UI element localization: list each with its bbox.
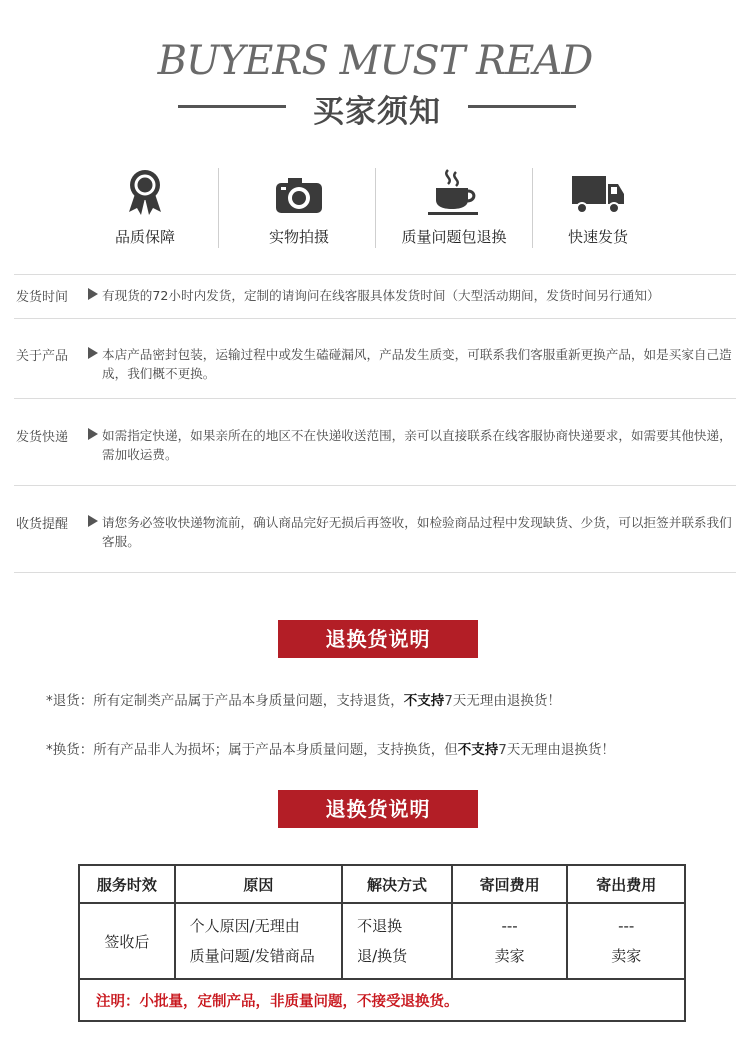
reason-line: 质量问题/发错商品 xyxy=(189,947,315,965)
table-header: 服务时效 xyxy=(79,865,175,903)
delivery-truck-icon xyxy=(570,168,626,216)
divider xyxy=(14,274,736,275)
fee-line: 卖家 xyxy=(494,947,525,965)
return-banner: 退换货说明 xyxy=(278,620,478,658)
feature-label: 快速发货 xyxy=(567,228,628,246)
return-banner: 退换货说明 xyxy=(278,790,478,828)
fee-line: 卖家 xyxy=(611,947,642,965)
table-header: 原因 xyxy=(175,865,342,903)
exchange-bold: 不支持 xyxy=(457,742,499,758)
notice-label: 发货快递 xyxy=(16,430,69,445)
notice-text: 如需指定快递，如果亲所在的地区不在快递收送范围，亲可以直接联系在线客服协商快递要求，如需要其他快递，需加收运费。 xyxy=(102,428,732,462)
camera-icon xyxy=(274,168,324,216)
feature-exchange xyxy=(379,168,529,247)
table-header: 解决方式 xyxy=(342,865,452,903)
feature-quality xyxy=(70,168,220,247)
arrow-right-icon xyxy=(88,428,98,440)
fee-line: --- xyxy=(618,917,635,935)
feature-divider xyxy=(218,168,219,248)
reason-line: 个人原因/无理由 xyxy=(189,917,300,935)
refund-prefix: *退货：所有定制类产品属于产品本身质量问题，支持退货， xyxy=(46,693,404,709)
table-note: 注明：小批量，定制产品，非质量问题，不接受退换货。 xyxy=(79,979,685,1021)
award-ribbon-icon xyxy=(125,168,165,216)
notice-text: 请您务必签收快递物流前，确认商品完好无损后再签收，如检验商品过程中发现缺货、少货，可以拒签并联系我们客服。 xyxy=(102,515,732,549)
feature-divider xyxy=(375,168,376,248)
exchange-suffix: 7天无理由退换货！ xyxy=(498,742,615,758)
refund-suffix: 7天无理由退换货！ xyxy=(444,693,561,709)
chinese-title-row xyxy=(0,86,750,130)
english-title: BUYERS MUST READ xyxy=(157,38,593,84)
feature-shipping xyxy=(523,168,673,247)
feature-label: 质量问题包退换 xyxy=(401,228,507,246)
table-note-row xyxy=(79,979,685,1021)
chinese-title: 买家须知 xyxy=(313,94,441,130)
title-rule-left xyxy=(178,105,286,108)
feature-strip xyxy=(0,168,750,258)
notice-label: 关于产品 xyxy=(16,349,69,364)
fee-line: --- xyxy=(501,917,518,935)
notice-label: 收货提醒 xyxy=(16,517,69,532)
notice-text: 有现货的72小时内发货，定制的请询问在线客服具体发货时间（大型活动期间，发货时间另行通知） xyxy=(102,288,660,303)
table-header-row xyxy=(79,865,685,903)
feature-label: 品质保障 xyxy=(114,228,175,246)
solution-line: 不退换 xyxy=(357,917,403,935)
solution-line: 退/换货 xyxy=(357,947,408,965)
table-cell-solutions xyxy=(342,903,452,979)
service-table xyxy=(78,864,686,1022)
divider xyxy=(14,485,736,486)
arrow-right-icon xyxy=(88,515,98,527)
arrow-right-icon xyxy=(88,347,98,359)
coffee-cup-icon xyxy=(426,168,482,216)
arrow-right-icon xyxy=(88,288,98,300)
table-cell-reasons xyxy=(175,903,342,979)
exchange-policy xyxy=(46,738,736,758)
table-cell-return-fee xyxy=(452,903,568,979)
table-header: 寄出费用 xyxy=(567,865,685,903)
refund-bold: 不支持 xyxy=(403,693,445,709)
refund-policy xyxy=(46,689,736,709)
table-row xyxy=(79,903,685,979)
table-cell-period: 签收后 xyxy=(79,903,175,979)
notice-label: 发货时间 xyxy=(16,290,69,305)
divider xyxy=(14,572,736,573)
exchange-prefix: *换货：所有产品非人为损坏；属于产品本身质量问题，支持换货，但 xyxy=(46,742,458,758)
divider xyxy=(14,398,736,399)
table-header: 寄回费用 xyxy=(452,865,568,903)
feature-label: 实物拍摄 xyxy=(268,228,329,246)
table-cell-send-fee xyxy=(567,903,685,979)
notice-text: 本店产品密封包装，运输过程中或发生磕碰漏风，产品发生质变，可联系我们客服重新更换产品，如是买家自己造成，我们概不更换。 xyxy=(102,347,732,381)
feature-photo xyxy=(224,168,374,247)
divider xyxy=(14,318,736,319)
title-rule-right xyxy=(468,105,576,108)
